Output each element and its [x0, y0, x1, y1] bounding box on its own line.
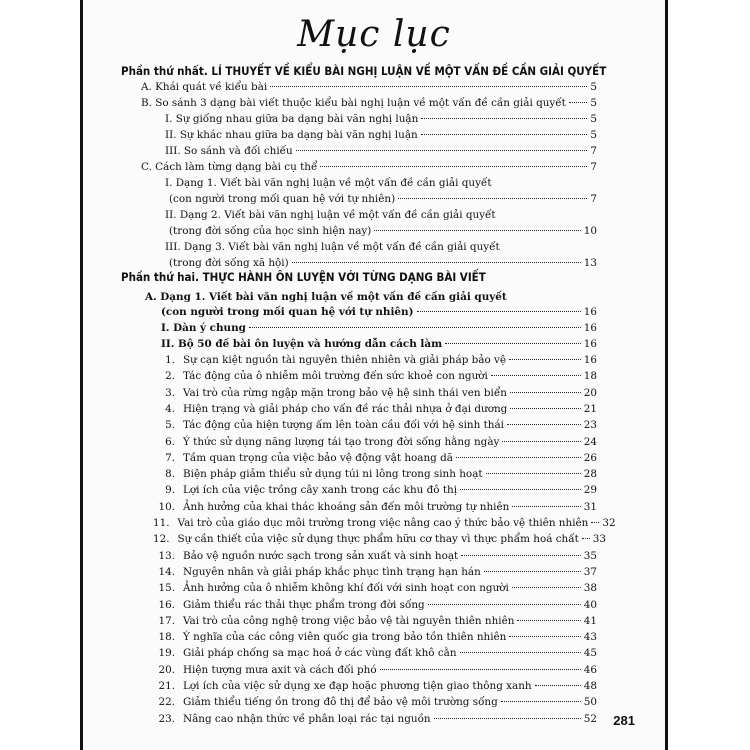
- item-number: 5.: [165, 419, 175, 432]
- dot-leader: [380, 669, 581, 670]
- item-title: Ý nghĩa của các công viên quốc gia trong bảo tồn thiên nhiên: [183, 631, 507, 644]
- item-number: 6.: [165, 435, 175, 448]
- item-title: Vai trò của rừng ngập mặn trong bảo vệ hệ sinh thái ven biển: [183, 386, 507, 399]
- dot-leader: [456, 457, 581, 458]
- dot-leader: [501, 701, 581, 702]
- item-title: Giải pháp chống sa mạc hoá ở các vùng đất khô cằn: [183, 647, 457, 660]
- toc-entry: A. Dạng 1. Viết bài văn nghị luận về một vấn đề cần giải quyết: [145, 291, 507, 303]
- item-title: Ảnh hưởng của khai thác khoáng sản đến môi trường tự nhiên: [183, 500, 510, 513]
- toc-item: [153, 712, 597, 726]
- dot-leader: [582, 538, 590, 539]
- item-number: 15.: [158, 582, 175, 595]
- toc-item: [153, 500, 597, 514]
- item-title: Sự cần thiết của việc sử dụng thực phẩm hữu cơ thay vì thực phẩm hoá chất: [177, 533, 579, 546]
- dot-leader: [486, 473, 581, 474]
- dot-leader: [507, 424, 581, 425]
- dot-leader: [491, 375, 581, 376]
- dot-leader: [512, 506, 580, 507]
- item-number: 23.: [158, 712, 175, 725]
- toc-item: [153, 451, 597, 465]
- item-number: 8.: [165, 468, 175, 481]
- document-page: [80, 0, 668, 750]
- item-page: 32: [602, 517, 616, 529]
- toc-entry: I. Dàn ý chung 16: [161, 322, 597, 334]
- item-title: Ý thức sử dụng năng lượng tái tạo trong đời sống hằng ngày: [183, 435, 500, 448]
- item-number: 11.: [153, 517, 170, 529]
- dot-leader: [460, 652, 581, 653]
- dot-leader: [517, 620, 580, 621]
- item-number: 19.: [158, 647, 175, 660]
- toc-item: [153, 679, 597, 693]
- item-page: 29: [583, 484, 597, 497]
- part-1-heading: Phần thứ nhất. LÍ THUYẾT VỀ KIỂU BÀI NGHỊ LUẬN VỀ MỘT VẤN ĐỀ CẦN GIẢI QUYẾT: [121, 64, 607, 78]
- item-page: 21: [583, 402, 597, 415]
- toc-item: [153, 565, 597, 579]
- item-title: Tầm quan trọng của việc bảo vệ động vật hoang dã: [183, 451, 453, 464]
- toc-entry: II. Dạng 2. Viết bài văn nghị luận về một vấn đề cần giải quyết: [165, 209, 496, 221]
- dot-leader: [434, 718, 581, 719]
- dot-leader: [509, 636, 580, 637]
- item-page: 37: [583, 565, 597, 578]
- dot-leader: [484, 571, 581, 572]
- item-number: 4.: [165, 402, 175, 415]
- item-number: 12.: [153, 533, 170, 546]
- item-title: Biện pháp giảm thiểu sử dụng túi ni lông trong sinh hoạt: [183, 468, 483, 481]
- toc-item: [153, 418, 597, 432]
- toc-item: [153, 435, 597, 449]
- item-page: 40: [583, 598, 597, 611]
- item-page: 24: [583, 435, 597, 448]
- toc-item: [153, 516, 616, 530]
- toc-item: [153, 614, 597, 628]
- dot-leader: [510, 392, 581, 393]
- item-page: 50: [583, 696, 597, 709]
- item-number: 1.: [165, 354, 175, 366]
- toc-entry: II. Sự khác nhau giữa ba dạng bài văn nghị luận 5: [165, 129, 597, 141]
- item-number: 13.: [158, 549, 175, 562]
- toc-item: [153, 646, 597, 660]
- toc-entry: B. So sánh 3 dạng bài viết thuộc kiểu bài nghị luận về một vấn đề cần giải quyết 5: [141, 97, 597, 109]
- toc-entry: III. So sánh và đối chiếu 7: [165, 145, 597, 157]
- dot-leader: [591, 522, 599, 523]
- item-number: 2.: [165, 370, 175, 383]
- dot-leader: [510, 408, 580, 409]
- item-title: Giảm thiểu rác thải thực phẩm trong đời sống: [183, 598, 425, 611]
- item-title: Hiện trạng và giải pháp cho vấn đề rác thải nhựa ở đại dương: [183, 402, 508, 415]
- item-title: Vai trò của giáo dục môi trường trong việc nâng cao ý thức bảo vệ thiên nhiên: [177, 517, 589, 529]
- item-title: Vai trò của công nghệ trong việc bảo vệ tài nguyên thiên nhiên: [183, 614, 515, 627]
- page-number: 281: [613, 713, 635, 728]
- item-title: Ảnh hưởng của ô nhiễm không khí đối với sinh hoạt con người: [183, 582, 509, 595]
- toc-entry: (trong đời sống của học sinh hiện nay) 10: [169, 225, 597, 237]
- item-title: Tác động của ô nhiễm môi trường đến sức khoẻ con người: [183, 370, 488, 383]
- item-number: 10.: [158, 500, 175, 513]
- item-page: 20: [583, 386, 597, 399]
- toc-item: [153, 483, 597, 497]
- toc-item: [153, 369, 597, 383]
- item-number: 22.: [158, 696, 175, 709]
- item-page: 48: [583, 680, 597, 692]
- toc-entry: C. Cách làm từng dạng bài cụ thể 7: [141, 161, 597, 173]
- toc-item: [153, 386, 597, 400]
- item-page: 43: [583, 631, 597, 644]
- item-number: 21.: [158, 680, 175, 692]
- toc-item: [153, 532, 606, 546]
- toc-entry: I. Dạng 1. Viết bài văn nghị luận về một vấn đề cần giải quyết: [165, 177, 492, 189]
- toc-entry: III. Dạng 3. Viết bài văn nghị luận về một vấn đề cần giải quyết: [165, 241, 500, 253]
- item-page: 33: [592, 533, 606, 546]
- item-number: 3.: [165, 386, 175, 399]
- item-title: Nguyên nhân và giải pháp khắc phục tình trạng hạn hán: [183, 565, 481, 578]
- toc-entry: II. Bộ 50 đề bài ôn luyện và hướng dẫn cách làm 16: [161, 338, 597, 350]
- item-title: Nâng cao nhận thức về phân loại rác tại nguồn: [183, 712, 431, 725]
- item-page: 35: [583, 549, 597, 562]
- toc-entry: I. Sự giống nhau giữa ba dạng bài văn nghị luận 5: [165, 113, 597, 125]
- item-number: 18.: [158, 631, 175, 644]
- item-title: Sự cạn kiệt nguồn tài nguyên thiên nhiên và giải pháp bảo vệ: [183, 354, 507, 366]
- dot-leader: [460, 489, 581, 490]
- toc-item: [153, 549, 597, 563]
- item-number: 17.: [158, 614, 175, 627]
- item-title: Tác động của hiện tượng ấm lên toàn cầu đối với hệ sinh thái: [183, 419, 504, 432]
- toc-item: [153, 402, 597, 416]
- toc-entry: (trong đời sống xã hội) 13: [169, 257, 597, 269]
- item-number: 20.: [158, 663, 175, 676]
- toc-entry: (con người trong mối quan hệ với tự nhiên) 16: [161, 306, 597, 318]
- item-number: 16.: [158, 598, 175, 611]
- toc-item: [153, 630, 597, 644]
- page-title: Mục lục: [297, 14, 451, 55]
- item-page: 16: [583, 354, 597, 366]
- item-page: 26: [583, 451, 597, 464]
- item-page: 41: [583, 614, 597, 627]
- toc-item: [153, 695, 597, 709]
- toc-item: [153, 581, 597, 595]
- dot-leader: [535, 685, 581, 686]
- item-title: Lợi ích của việc sử dụng xe đạp hoặc phương tiện giao thông xanh: [183, 680, 532, 692]
- toc-item: [153, 353, 597, 367]
- item-page: 45: [583, 647, 597, 660]
- toc-item: [153, 663, 597, 677]
- item-page: 23: [583, 419, 597, 432]
- item-number: 9.: [165, 484, 175, 497]
- item-page: 38: [583, 582, 597, 595]
- dot-leader: [512, 587, 581, 588]
- dot-leader: [509, 359, 581, 360]
- dot-leader: [461, 555, 581, 556]
- item-title: Giảm thiểu tiếng ồn trong đô thị để bảo vệ môi trường sống: [183, 696, 498, 709]
- item-title: Lợi ích của việc trồng cây xanh trong các khu đô thị: [183, 484, 458, 497]
- item-number: 14.: [158, 565, 175, 578]
- toc-item: [153, 598, 597, 612]
- toc-entry: (con người trong mối quan hệ với tự nhiên) 7: [169, 193, 597, 205]
- item-page: 52: [583, 712, 597, 725]
- item-page: 28: [583, 468, 597, 481]
- item-number: 7.: [165, 451, 175, 464]
- item-page: 46: [583, 663, 597, 676]
- toc-entry: A. Khái quát về kiểu bài 5: [141, 81, 597, 93]
- item-title: Bảo vệ nguồn nước sạch trong sản xuất và sinh hoạt: [183, 549, 459, 562]
- part-2-heading: Phần thứ hai. THỰC HÀNH ÔN LUYỆN VỚI TỪNG DẠNG BÀI VIẾT: [121, 270, 486, 284]
- dot-leader: [502, 441, 580, 442]
- toc-item: [153, 467, 597, 481]
- dot-leader: [428, 604, 581, 605]
- item-title: Hiện tượng mưa axit và cách đối phó: [183, 663, 377, 676]
- item-page: 31: [583, 500, 597, 513]
- item-page: 18: [583, 370, 597, 383]
